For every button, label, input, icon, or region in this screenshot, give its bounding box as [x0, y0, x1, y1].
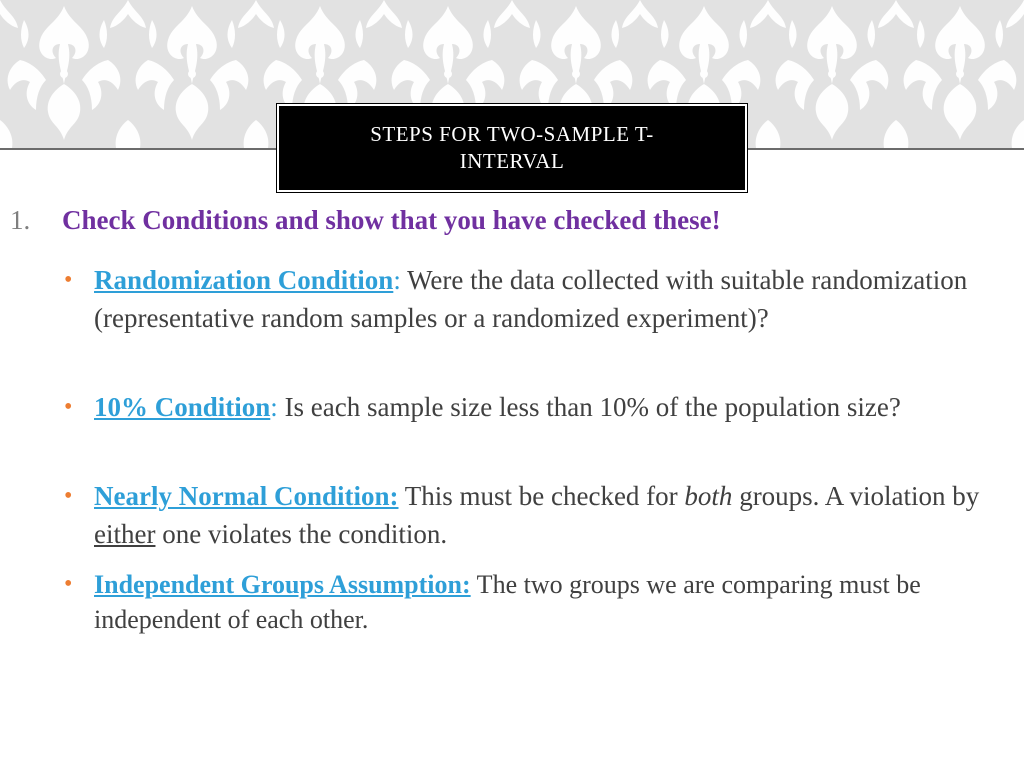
bullet-text: The two groups we are comparing must be independent of each other.: [94, 570, 921, 634]
step-number: 1.: [10, 205, 31, 235]
bullet-term: Nearly Normal Condition:: [94, 481, 399, 511]
bullet-dot-icon: •: [64, 571, 73, 597]
bullet-separator: :: [270, 392, 278, 422]
bullet-text-middle: groups. A violation by: [732, 481, 980, 511]
bullet-separator: :: [393, 265, 401, 295]
bullet-ten-percent: [64, 388, 1014, 426]
bullet-emphasis: both: [684, 481, 733, 511]
bullet-term: 10% Condition: [94, 392, 271, 422]
bullet-nearly-normal: [64, 477, 1014, 553]
bullet-dot-icon: •: [64, 267, 73, 293]
step-heading: Check Conditions and show that you have checked these!: [62, 205, 721, 235]
bullet-term: Randomization Condition: [94, 265, 394, 295]
slide-title: STEPS FOR TWO-SAMPLE T-INTERVAL: [370, 122, 654, 173]
bullet-text: Is each sample size less than 10% of the population size?: [277, 392, 901, 422]
bullet-text-before: This must be checked for: [398, 481, 685, 511]
bullet-underlined: either: [94, 519, 156, 549]
bullet-dot-icon: •: [64, 483, 73, 509]
bullet-randomization: [64, 261, 1014, 337]
bullet-term: Independent Groups Assumption:: [94, 570, 471, 599]
bullet-text-after: one violates the condition.: [155, 519, 448, 549]
title-box: [277, 104, 747, 192]
bullet-text: Were the data collected with suitable randomization (representative random samples or a randomized experiment)?: [94, 265, 968, 333]
bullet-independent-groups: [64, 567, 1014, 637]
bullet-dot-icon: •: [64, 394, 73, 420]
